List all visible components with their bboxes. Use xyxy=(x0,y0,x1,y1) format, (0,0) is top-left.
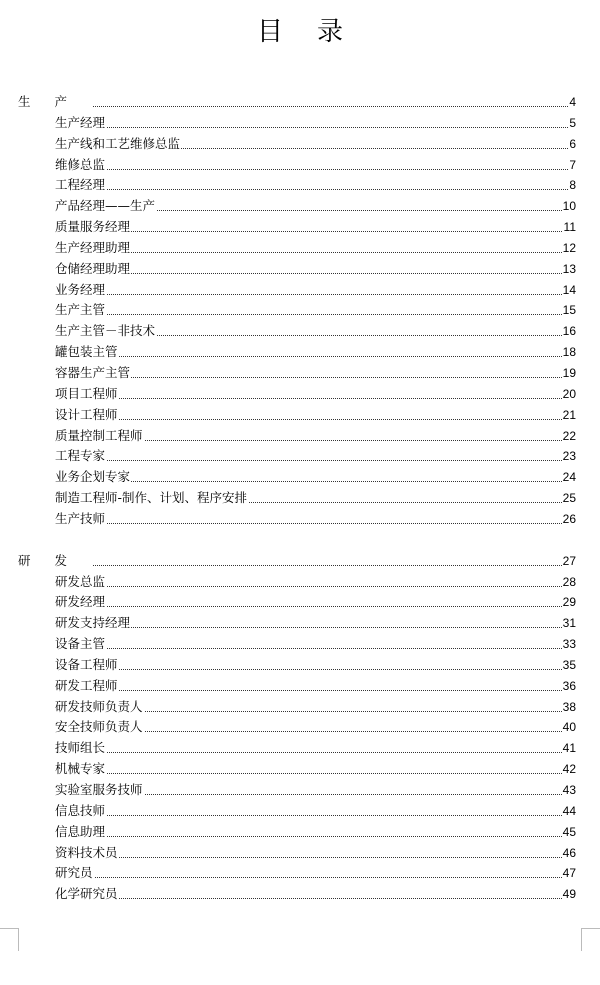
section-heading-text: 生产 xyxy=(18,92,92,113)
dot-leader xyxy=(60,565,574,566)
page-number: 12 xyxy=(562,238,576,259)
page-number: 41 xyxy=(562,738,576,759)
table-of-contents xyxy=(0,92,600,905)
toc-entry[interactable] xyxy=(0,384,600,405)
entry-title: 制造工程师-制作、计划、程序安排 xyxy=(55,488,248,509)
page-number: 36 xyxy=(562,676,576,697)
toc-entry[interactable] xyxy=(0,155,600,176)
entry-title: 研发工程师 xyxy=(55,676,119,697)
page-number: 29 xyxy=(562,592,576,613)
toc-entry[interactable] xyxy=(0,488,600,509)
toc-entry[interactable] xyxy=(0,321,600,342)
entry-title: 质量控制工程师 xyxy=(55,426,144,447)
entry-title: 工程经理 xyxy=(55,175,106,196)
entry-title: 资料技术员 xyxy=(55,843,119,864)
page-number: 46 xyxy=(562,843,576,864)
page-number: 19 xyxy=(562,363,576,384)
page-number: 42 xyxy=(562,759,576,780)
dot-leader xyxy=(60,106,574,107)
entry-title: 生产主管－非技术 xyxy=(55,321,156,342)
toc-entry[interactable] xyxy=(0,863,600,884)
dot-leader xyxy=(55,815,574,816)
page-number: 8 xyxy=(568,175,576,196)
toc-entry[interactable] xyxy=(0,655,600,676)
page-number: 47 xyxy=(562,863,576,884)
dot-leader xyxy=(55,648,574,649)
page-number: 22 xyxy=(562,426,576,447)
entry-title: 研发支持经理 xyxy=(55,613,131,634)
page-number: 40 xyxy=(562,717,576,738)
page-number: 18 xyxy=(562,342,576,363)
dot-leader xyxy=(55,127,574,128)
toc-entry[interactable] xyxy=(0,238,600,259)
entry-title: 研发经理 xyxy=(55,592,106,613)
page-number: 15 xyxy=(562,300,576,321)
toc-section xyxy=(0,551,600,905)
entry-title: 容器生产主管 xyxy=(55,363,131,384)
page-number: 49 xyxy=(562,884,576,905)
page-number: 27 xyxy=(562,551,576,572)
entry-title: 生产技师 xyxy=(55,509,106,530)
entry-title: 设计工程师 xyxy=(55,405,119,426)
dot-leader xyxy=(55,857,574,858)
page-number: 44 xyxy=(562,801,576,822)
toc-entry[interactable] xyxy=(0,634,600,655)
page-number: 26 xyxy=(562,509,576,530)
entry-title: 生产主管 xyxy=(55,300,106,321)
entry-title: 信息助理 xyxy=(55,822,106,843)
dot-leader xyxy=(55,877,574,878)
dot-leader xyxy=(55,231,574,232)
toc-entry[interactable] xyxy=(0,738,600,759)
toc-entry[interactable] xyxy=(0,217,600,238)
page-number: 45 xyxy=(562,822,576,843)
page-number: 33 xyxy=(562,634,576,655)
page-number: 5 xyxy=(568,113,576,134)
toc-entry[interactable] xyxy=(0,717,600,738)
entry-title: 机械专家 xyxy=(55,759,106,780)
entry-title: 业务经理 xyxy=(55,280,106,301)
dot-leader xyxy=(55,377,574,378)
toc-entry[interactable] xyxy=(0,801,600,822)
page-corner-mark-left xyxy=(0,928,19,951)
dot-leader xyxy=(55,898,574,899)
entry-title: 工程专家 xyxy=(55,446,106,467)
dot-leader xyxy=(55,189,574,190)
toc-entry[interactable] xyxy=(0,363,600,384)
page-number: 11 xyxy=(563,217,576,238)
page-number: 14 xyxy=(562,280,576,301)
section-heading-text: 研发 xyxy=(18,551,92,572)
toc-entry[interactable] xyxy=(0,175,600,196)
entry-title: 业务企划专家 xyxy=(55,467,131,488)
page-number: 35 xyxy=(562,655,576,676)
dot-leader xyxy=(55,252,574,253)
toc-entry[interactable] xyxy=(0,405,600,426)
entry-title: 设备主管 xyxy=(55,634,106,655)
page-number: 4 xyxy=(568,92,576,113)
toc-entry[interactable] xyxy=(0,280,600,301)
page-corner-mark-right xyxy=(581,928,600,951)
toc-entry[interactable] xyxy=(0,822,600,843)
toc-entry[interactable] xyxy=(0,259,600,280)
dot-leader xyxy=(55,752,574,753)
toc-entry[interactable] xyxy=(0,134,600,155)
dot-leader xyxy=(55,523,574,524)
entry-title: 研发技师负责人 xyxy=(55,697,144,718)
toc-entry[interactable] xyxy=(0,676,600,697)
entry-title: 设备工程师 xyxy=(55,655,119,676)
dot-leader xyxy=(55,169,574,170)
dot-leader xyxy=(55,460,574,461)
entry-title: 研究员 xyxy=(55,863,94,884)
dot-leader xyxy=(55,669,574,670)
dot-leader xyxy=(55,773,574,774)
entry-title: 安全技师负责人 xyxy=(55,717,144,738)
entry-title: 信息技师 xyxy=(55,801,106,822)
entry-title: 罐包装主管 xyxy=(55,342,119,363)
page-number: 38 xyxy=(562,697,576,718)
toc-entry[interactable] xyxy=(0,759,600,780)
toc-entry[interactable] xyxy=(0,572,600,593)
page-number: 28 xyxy=(562,572,576,593)
entry-title: 产品经理——生产 xyxy=(55,196,156,217)
page-number: 20 xyxy=(562,384,576,405)
dot-leader xyxy=(55,836,574,837)
toc-entry[interactable] xyxy=(0,843,600,864)
toc-entry[interactable] xyxy=(0,113,600,134)
toc-entry[interactable] xyxy=(0,613,600,634)
dot-leader xyxy=(55,273,574,274)
page-number: 31 xyxy=(562,613,576,634)
toc-entry[interactable] xyxy=(0,467,600,488)
page-number: 6 xyxy=(568,134,576,155)
toc-entry[interactable] xyxy=(0,300,600,321)
entry-title: 研发总监 xyxy=(55,572,106,593)
toc-entry[interactable] xyxy=(0,342,600,363)
dot-leader xyxy=(55,606,574,607)
page-number: 7 xyxy=(568,155,576,176)
entry-title: 维修总监 xyxy=(55,155,106,176)
entry-title: 技师组长 xyxy=(55,738,106,759)
toc-entry[interactable] xyxy=(0,780,600,801)
page-number: 24 xyxy=(562,467,576,488)
dot-leader xyxy=(55,627,574,628)
entry-title: 生产经理助理 xyxy=(55,238,131,259)
page-number: 13 xyxy=(562,259,576,280)
toc-entry[interactable] xyxy=(0,509,600,530)
toc-section xyxy=(0,92,600,530)
page-number: 16 xyxy=(562,321,576,342)
page-title: 目录 xyxy=(256,17,377,47)
toc-section-heading[interactable] xyxy=(0,92,600,113)
toc-section-heading[interactable] xyxy=(0,551,600,572)
page-number: 43 xyxy=(562,780,576,801)
page-number: 10 xyxy=(562,196,576,217)
page-number: 25 xyxy=(562,488,576,509)
dot-leader xyxy=(55,294,574,295)
dot-leader xyxy=(55,356,574,357)
dot-leader xyxy=(55,586,574,587)
toc-entry[interactable] xyxy=(0,592,600,613)
toc-entry[interactable] xyxy=(0,884,600,905)
dot-leader xyxy=(55,690,574,691)
entry-title: 实验室服务技师 xyxy=(55,780,144,801)
entry-title: 项目工程师 xyxy=(55,384,119,405)
page-number: 21 xyxy=(562,405,576,426)
dot-leader xyxy=(55,419,574,420)
entry-title: 生产经理 xyxy=(55,113,106,134)
toc-entry[interactable] xyxy=(0,196,600,217)
dot-leader xyxy=(55,314,574,315)
entry-title: 生产线和工艺维修总监 xyxy=(55,134,181,155)
dot-leader xyxy=(55,398,574,399)
entry-title: 仓储经理助理 xyxy=(55,259,131,280)
toc-entry[interactable] xyxy=(0,697,600,718)
entry-title: 质量服务经理 xyxy=(55,217,131,238)
toc-entry[interactable] xyxy=(0,426,600,447)
dot-leader xyxy=(55,481,574,482)
page-number: 23 xyxy=(562,446,576,467)
toc-entry[interactable] xyxy=(0,446,600,467)
entry-title: 化学研究员 xyxy=(55,884,119,905)
